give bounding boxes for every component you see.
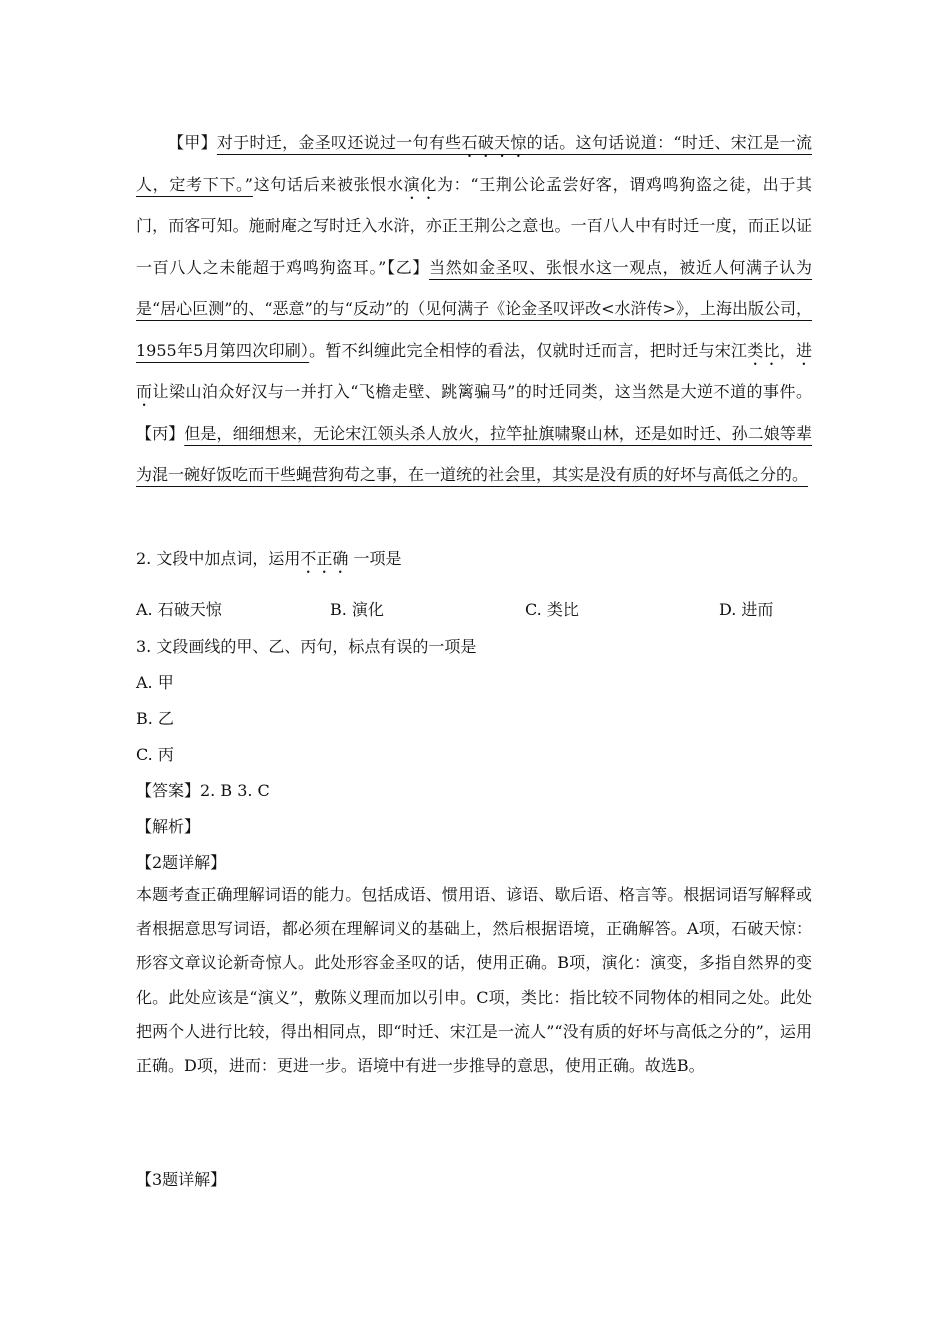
- jia-seg2: 的话。这句话说道：“时迁、宋江是一流人，定考下下。”: [136, 133, 812, 194]
- q3-detail-label: 【3题详解】: [136, 1170, 227, 1189]
- q2-stem-pre: 2. 文段中加点词，运用: [136, 549, 301, 568]
- dotted-word-jiner: 进而: [136, 340, 812, 401]
- mid2-pre: 。暂不纠缠此完全相悖的看法，仅就时迁而言，把时迁与宋江: [309, 340, 748, 360]
- dotted-word-shipotianjing: 石破天惊: [461, 133, 527, 152]
- mid2-mid: ，: [779, 340, 796, 360]
- sentence-yi: 当然如金圣叹、张恨水这一观点，被近人何满子认为是“居心叵测”的、“恶意”的与“反动”的（见何满子《论金圣叹评改<水浒传>》，上海出版公司，1955年5月第四次印刷）: [136, 257, 812, 360]
- q2-detail-text: 本题考查正确理解词语的能力。包括成语、惯用语、谚语、歇后语、格言等。根据词语写解释或者根据意思写词语，都必须在理解词义的基础上，然后根据语境，正确解答。A项，石破天惊：形容文章议论新奇惊人。此处形容金圣叹的话，使用正确。B项，演化：演变，多指自然界的变化。此处应该是“演义”，敷陈义理而加以引申。C项，类比：指比较不同物体的相同之处。此处把两个人进行比较，得出相同点，即“时迁、宋江是一流人”“没有质的好坏与高低之分的”，运用正确。D项，进而：更进一步。语境中有进一步推导的意思，使用正确。故选B。: [136, 885, 812, 1076]
- bing-tag: 【丙】: [136, 423, 185, 443]
- mid2-post: 让梁山泊众好汉与一并打入“飞檐走壁、跳篱骗马”的时迁同类，这当然是大逆不道的事件。: [152, 382, 812, 401]
- q2-stem-post: 一项是: [348, 549, 402, 568]
- question-2-stem: [136, 546, 401, 577]
- yi-tag: 【乙】: [386, 257, 430, 277]
- q2-option-b: B. 演化: [330, 600, 384, 619]
- q2-option-c: C. 类比: [525, 600, 579, 619]
- q2-option-a: A. 石破天惊: [136, 600, 222, 619]
- mid1-pre: 这句话后来被张恨水: [252, 174, 404, 194]
- dotted-word-leibi: 类比: [747, 340, 780, 360]
- q3-option-a: A. 甲: [136, 673, 174, 692]
- q3-option-c: C. 丙: [136, 745, 174, 764]
- question-3-stem: 3. 文段画线的甲、乙、丙句，标点有误的一项是: [136, 637, 477, 656]
- analysis-label: 【解析】: [136, 817, 201, 836]
- passage-paragraph: [136, 122, 812, 496]
- jia-seg1: 对于时迁，金圣叹还说过一句有些: [216, 133, 462, 152]
- question-2-options: [136, 597, 812, 621]
- jia-tag: 【甲】: [168, 133, 217, 152]
- mid1-post: 为：“王荆公论孟尝好客，谓鸡鸣狗盗之徒，出于其门，而客可知。施耐庵之写时迁入水浒，亦正王荆公之意也。一百八人中有时迁一度，而正以证一百八人之未能超于鸡鸣狗盗耳。”: [136, 174, 812, 277]
- q2-option-d: D. 进而: [719, 600, 774, 619]
- q2-dotted-word: 不正确: [300, 549, 349, 568]
- sentence-bing: 但是，细细想来，无论宋江领头杀人放火，拉竿扯旗啸聚山林，还是如时迁、孙二娘等辈为混一碗好饭吃而干些蝇营狗苟之事，在一道统的社会里，其实是没有质的好坏与高低之分的。: [136, 423, 812, 484]
- q3-option-b: B. 乙: [136, 709, 174, 728]
- answer-line: 【答案】2. B 3. C: [136, 781, 270, 800]
- dotted-word-yanhua: 演化: [403, 174, 437, 194]
- q2-detail-label: 【2题详解】: [136, 853, 227, 872]
